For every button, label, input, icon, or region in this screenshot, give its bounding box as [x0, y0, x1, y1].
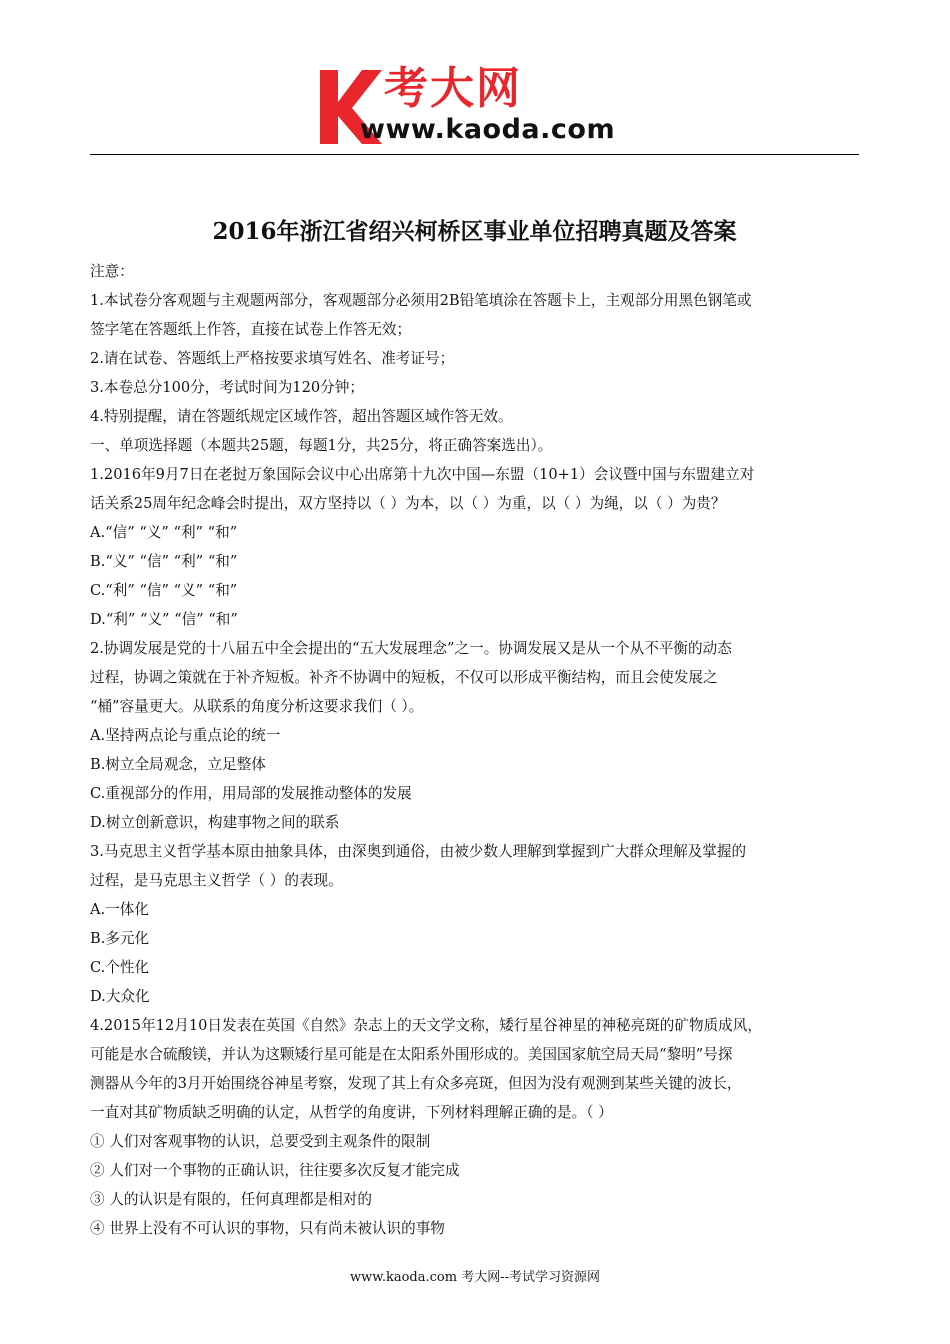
notice-line: 3.本卷总分100分，考试时间为120分钟；: [90, 379, 364, 396]
question-option: ④ 世界上没有不可认识的事物，只有尚未被认识的事物: [90, 1220, 445, 1237]
question-option: C.“利” “信” “义” “和”: [90, 582, 238, 599]
question-stem: 2.协调发展是党的十八届五中全会提出的“五大发展理念”之一。协调发展又是从一个从不平衡的动态: [90, 640, 732, 657]
question-option: C.重视部分的作用，用局部的发展推动整体的发展: [90, 785, 412, 802]
question-option: B.多元化: [90, 930, 150, 947]
question-stem: “桶”容量更大。从联系的角度分析这要求我们（ ）。: [90, 698, 424, 715]
notice-heading: 注意：: [90, 263, 134, 280]
question-stem: 一直对其矿物质缺乏明确的认定，从哲学的角度讲，下列材料理解正确的是。（ ）: [90, 1104, 613, 1121]
page-footer: www.kaoda.com 考大网--考试学习资源网: [350, 1270, 600, 1285]
question-option: ③ 人的认识是有限的，任何真理都是相对的: [90, 1191, 372, 1208]
question-option: A.“信” “义” “利” “和”: [90, 524, 238, 541]
question-option: B.树立全局观念，立足整体: [90, 756, 266, 773]
question-option: A.一体化: [90, 901, 149, 918]
document-body: [90, 257, 865, 1243]
site-logo[interactable]: [318, 62, 648, 148]
notice-line: 4.特别提醒，请在答题纸规定区域作答，超出答题区域作答无效。: [90, 408, 513, 425]
question-option: D.“利” “义” “信” “和”: [90, 611, 238, 628]
question-stem: 可能是水合硫酸镁，并认为这颗矮行星可能是在太阳系外围形成的。美国国家航空局天局“黎明”号探: [90, 1046, 733, 1063]
header-divider: [90, 154, 859, 155]
question-stem: 1.2016年9月7日在老挝万象国际会议中心出席第十九次中国—东盟（10+1）会议暨中国与东盟建立对: [90, 466, 755, 483]
question-stem: 过程，协调之策就在于补齐短板。补齐不协调中的短板，不仅可以形成平衡结构，而且会使发展之: [90, 669, 718, 686]
notice-line: 1.本试卷分客观题与主观题两部分，客观题部分必须用2B铅笔填涂在答题卡上，主观部分用黑色钢笔或: [90, 292, 752, 309]
question-option: D.大众化: [90, 988, 150, 1005]
question-option: B.“义” “信” “利” “和”: [90, 553, 238, 570]
question-option: D.树立创新意识，构建事物之间的联系: [90, 814, 340, 831]
page-title: 2016年浙江省绍兴柯桥区事业单位招聘真题及答案: [212, 218, 737, 245]
question-option: ① 人们对客观事物的认识，总要受到主观条件的限制: [90, 1133, 431, 1150]
question-stem: 3.马克思主义哲学基本原由抽象具体，由深奥到通俗，由被少数人理解到掌握到广大群众理解及掌握的: [90, 843, 747, 860]
section-heading: 一、单项选择题（本题共25题，每题1分，共25分，将正确答案选出）。: [90, 437, 553, 454]
question-stem: 测器从今年的3月开始围绕谷神星考察，发现了其上有众多亮斑，但因为没有观测到某些关键的波长，: [90, 1075, 742, 1092]
question-option: A.坚持两点论与重点论的统一: [90, 727, 281, 744]
question-stem: 话关系25周年纪念峰会时提出，双方坚持以（ ）为本，以（ ）为重，以（ ）为绳，以（ ）为贵？: [90, 495, 726, 512]
logo-url: www.kaoda.com: [360, 114, 616, 145]
question-stem: 过程，是马克思主义哲学（ ）的表现。: [90, 872, 343, 889]
question-option: C.个性化: [90, 959, 150, 976]
question-option: ② 人们对一个事物的正确认识，往往要多次反复才能完成: [90, 1162, 460, 1179]
notice-line: 签字笔在答题纸上作答，直接在试卷上作答无效；: [90, 321, 412, 338]
question-stem: 4.2015年12月10日发表在英国《自然》杂志上的天文学文称，矮行星谷神星的神秘亮斑的矿物质成风，: [90, 1017, 762, 1034]
notice-line: 2.请在试卷、答题纸上严格按要求填写姓名、准考证号；: [90, 350, 455, 367]
logo-brand-name: 考大网: [384, 63, 522, 114]
